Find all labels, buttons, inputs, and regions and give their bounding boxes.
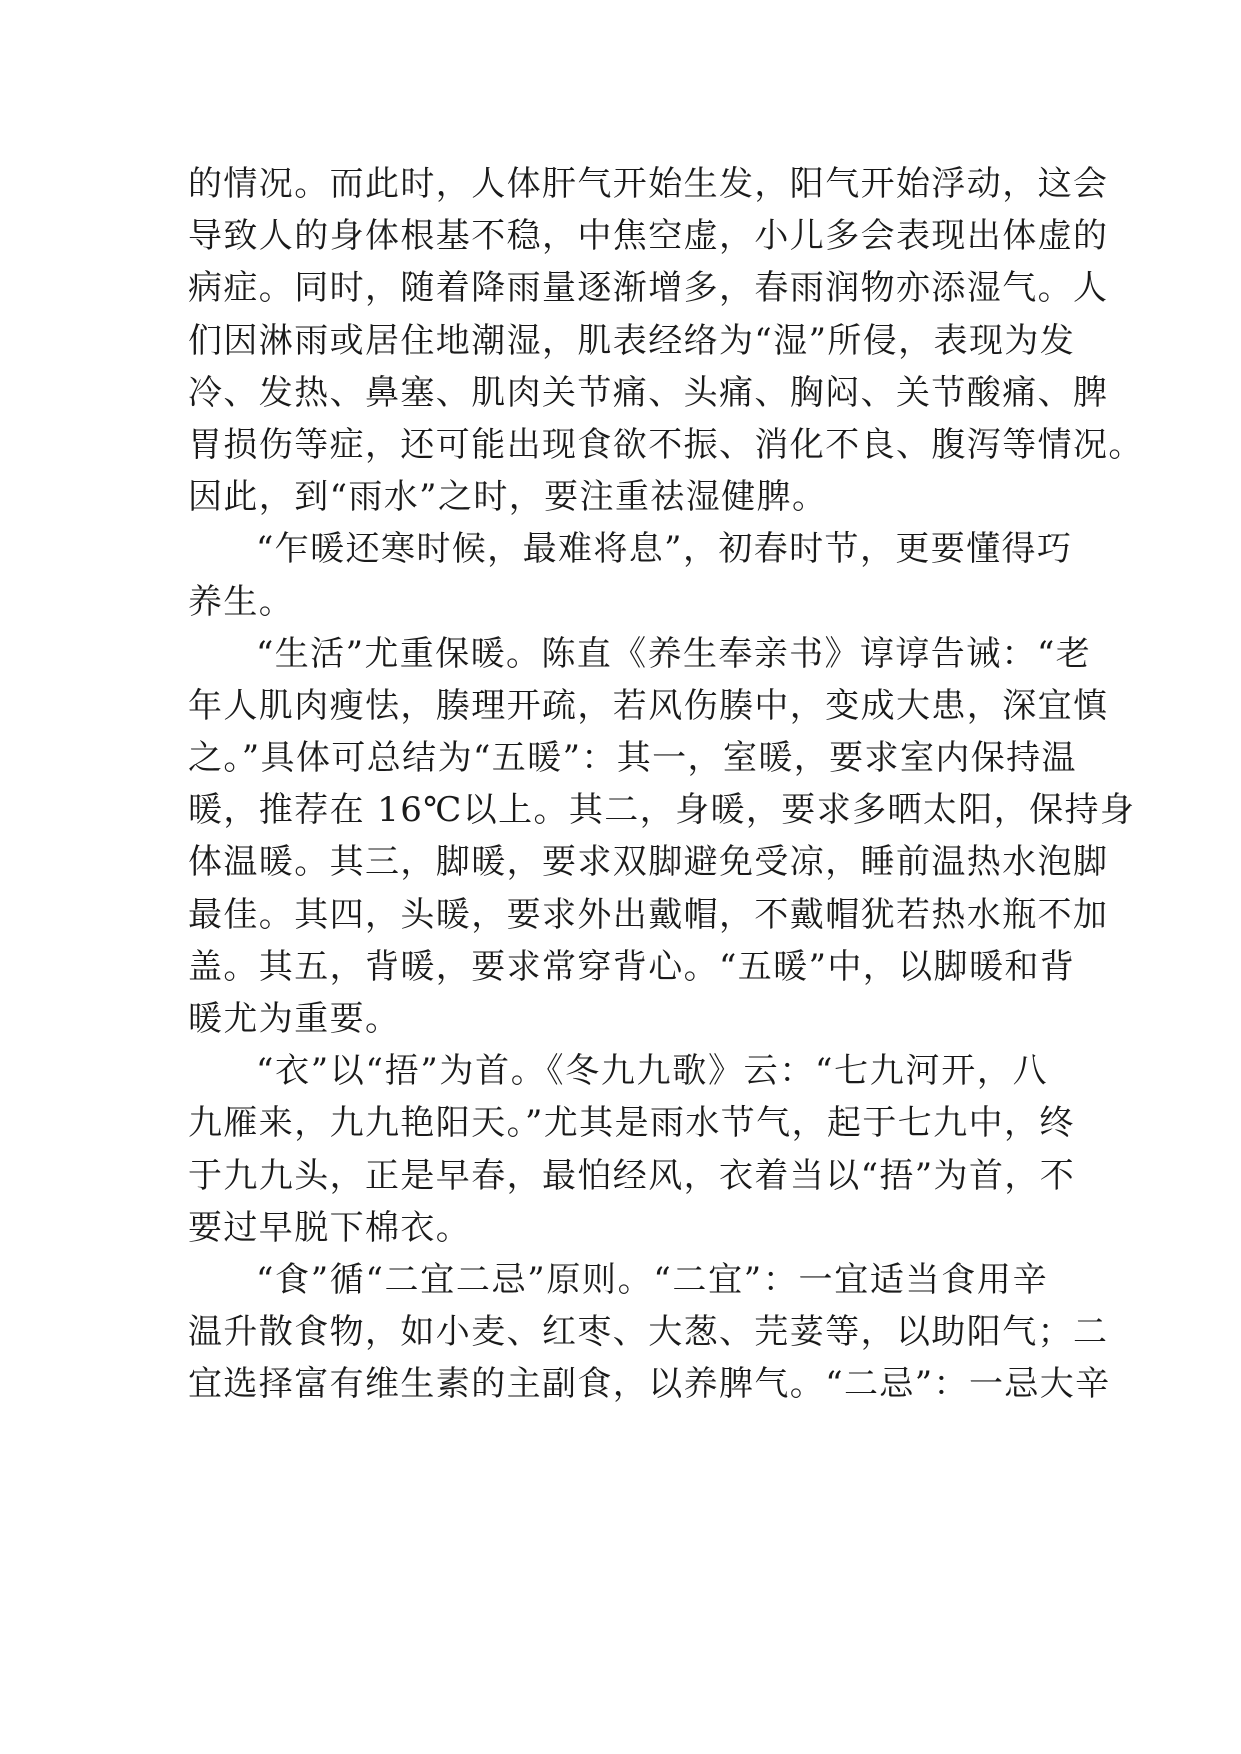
- text-line: 暖，推荐在 16℃以上。其二，身暖，要求多晒太阳，保持身: [188, 790, 1136, 831]
- paragraph: [188, 628, 1136, 1046]
- text-line: 们因淋雨或居住地潮湿，肌表经络为“湿”所侵，表现为发: [188, 320, 1076, 361]
- paragraph: [188, 158, 1144, 523]
- paragraph: [188, 523, 1073, 627]
- text-line: “生活”尤重保暖。陈直《养生奉亲书》谆谆告诫：“老: [256, 633, 1092, 674]
- paragraph: [188, 1045, 1076, 1254]
- text-line: 温升散食物，如小麦、红枣、大葱、芫荽等，以助阳气；二: [188, 1312, 1109, 1353]
- text-line: 导致人的身体根基不稳，中焦空虚，小儿多会表现出体虚的: [188, 216, 1109, 257]
- text-line: 暖尤为重要。: [188, 999, 401, 1039]
- text-line: “食”循“二宜二忌”原则。“二宜”：一宜适当食用辛: [256, 1259, 1048, 1300]
- paragraph: [188, 1254, 1111, 1411]
- text-line: 冷、发热、鼻塞、肌肉关节痛、头痛、胸闷、关节酸痛、脾: [188, 372, 1109, 413]
- text-line: 九雁来，九九艳阳天。”尤其是雨水节气，起于七九中，终: [188, 1103, 1075, 1144]
- text-line: 于九九头，正是早春，最怕经风，衣着当以“捂”为首，不: [188, 1155, 1076, 1196]
- text-line: “乍暖还寒时候，最难将息”，初春时节，更要懂得巧: [256, 529, 1073, 570]
- text-line: 盖。其五，背暖，要求常穿背心。“五暖”中，以脚暖和背: [188, 946, 1076, 987]
- text-line: 的情况。而此时，人体肝气开始生发，阳气开始浮动，这会: [188, 164, 1109, 204]
- body-text: [188, 158, 1144, 1411]
- text-line: 胃损伤等症，还可能出现食欲不振、消化不良、腹泻等情况。: [188, 424, 1144, 465]
- text-line: 之。”具体可总结为“五暖”：其一，室暖，要求室内保持温: [188, 738, 1077, 779]
- text-line: 最佳。其四，头暖，要求外出戴帽，不戴帽犹若热水瓶不加: [188, 894, 1109, 935]
- text-line: “衣”以“捂”为首。《冬九九歌》云：“七九河开，八: [256, 1051, 1048, 1092]
- text-line: 因此，到“雨水”之时，要注重祛湿健脾。: [188, 477, 828, 518]
- text-line: 体温暖。其三，脚暖，要求双脚避免受凉，睡前温热水泡脚: [188, 842, 1109, 883]
- text-line: 年人肌肉瘦怯，腠理开疏，若风伤腠中，变成大患，深宜慎: [188, 685, 1109, 726]
- text-line: 养生。: [188, 581, 295, 622]
- text-line: 要过早脱下棉衣。: [188, 1207, 472, 1248]
- text-line: 病症。同时，随着降雨量逐渐增多，春雨润物亦添湿气。人: [188, 268, 1109, 309]
- text-line: 宜选择富有维生素的主副食，以养脾气。“二忌”：一忌大辛: [188, 1364, 1111, 1405]
